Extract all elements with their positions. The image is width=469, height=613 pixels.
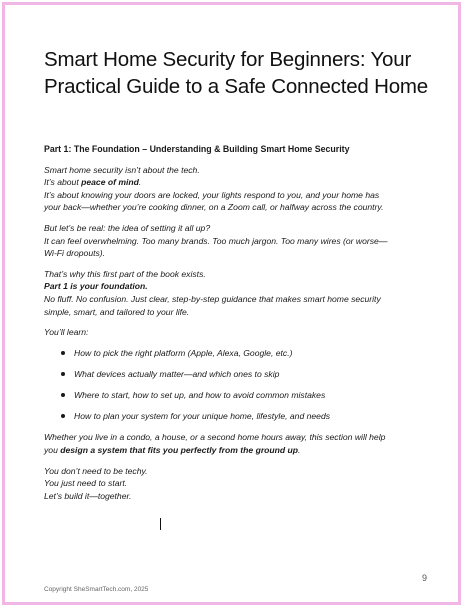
list-item: [44, 389, 444, 402]
paragraph-design: [44, 431, 444, 456]
text-line: [44, 176, 444, 189]
bullet-icon: [61, 393, 65, 397]
text-line: That’s why this first part of the book exists.: [44, 268, 206, 279]
copyright-footer: Copyright SheSmartTech.com, 2025: [44, 586, 149, 593]
text-line: You just need to start.: [44, 478, 128, 489]
document-title: [44, 46, 444, 100]
text-line: It’s about knowing your doors are locked, your lights respond to you, and your home has: [44, 189, 380, 200]
text-line: Whether you live in a condo, a house, or a second home hours away, this section will help: [44, 432, 386, 443]
bullet-icon: [61, 351, 65, 355]
list-item-text: What devices actually matter—and which ones to skip: [74, 368, 280, 379]
bullet-icon: [61, 414, 65, 418]
bold-text: Part 1 is your foundation.: [44, 281, 148, 292]
text-cursor[interactable]: [160, 518, 161, 530]
list-item-text: How to pick the right platform (Apple, Alexa, Google, etc.): [74, 347, 293, 358]
bold-text: design a system that fits you perfectly from the ground up: [60, 445, 299, 456]
text-line: your back—whether you’re cooking dinner, on a Zoom call, or halfway across the country.: [44, 202, 384, 213]
list-item: [44, 410, 444, 423]
text-line: It can feel overwhelming. Too many brands. Too much jargon. Too many wires (or worse—: [44, 235, 388, 246]
text-span: you: [44, 445, 61, 456]
text-line: No fluff. No confusion. Just clear, step-by-step guidance that makes smart home security: [44, 293, 381, 304]
list-item: [44, 347, 444, 360]
paragraph-closing: [44, 465, 444, 503]
text-line: Smart home security isn’t about the tech.: [44, 164, 200, 175]
paragraph-intro: [44, 164, 444, 214]
page-number: 9: [421, 573, 427, 583]
paragraph-overwhelm: [44, 222, 444, 260]
text-line: simple, smart, and tailored to your life.: [44, 306, 190, 317]
learn-list: [44, 347, 444, 423]
text-line: But let’s be real: the idea of setting it all up?: [44, 222, 211, 233]
bold-text: peace of mind: [81, 177, 139, 188]
list-item-text: Where to start, how to set up, and how to avoid common mistakes: [74, 390, 326, 401]
list-item-text: How to plan your system for your unique home, lifestyle, and needs: [74, 411, 331, 422]
paragraph-foundation: [44, 268, 444, 318]
text-line: Let’s build it—together.: [44, 490, 132, 501]
part-heading: Part 1: The Foundation – Understanding & Building Smart Home Security: [44, 144, 350, 154]
learn-intro: You’ll learn:: [44, 327, 89, 338]
text-line: [44, 444, 444, 457]
text-line: You don’t need to be techy.: [44, 465, 148, 476]
title-line-2: Practical Guide to a Safe Connected Home: [44, 75, 428, 98]
bullet-icon: [61, 372, 65, 376]
text-line: Wi-Fi dropouts).: [44, 248, 106, 259]
document-body: [44, 143, 444, 510]
text-span: .: [298, 445, 301, 456]
text-span: It’s about: [44, 177, 82, 188]
text-span: .: [138, 177, 142, 188]
list-item: [44, 368, 444, 381]
title-line-1: Smart Home Security for Beginners: Your: [44, 48, 412, 71]
